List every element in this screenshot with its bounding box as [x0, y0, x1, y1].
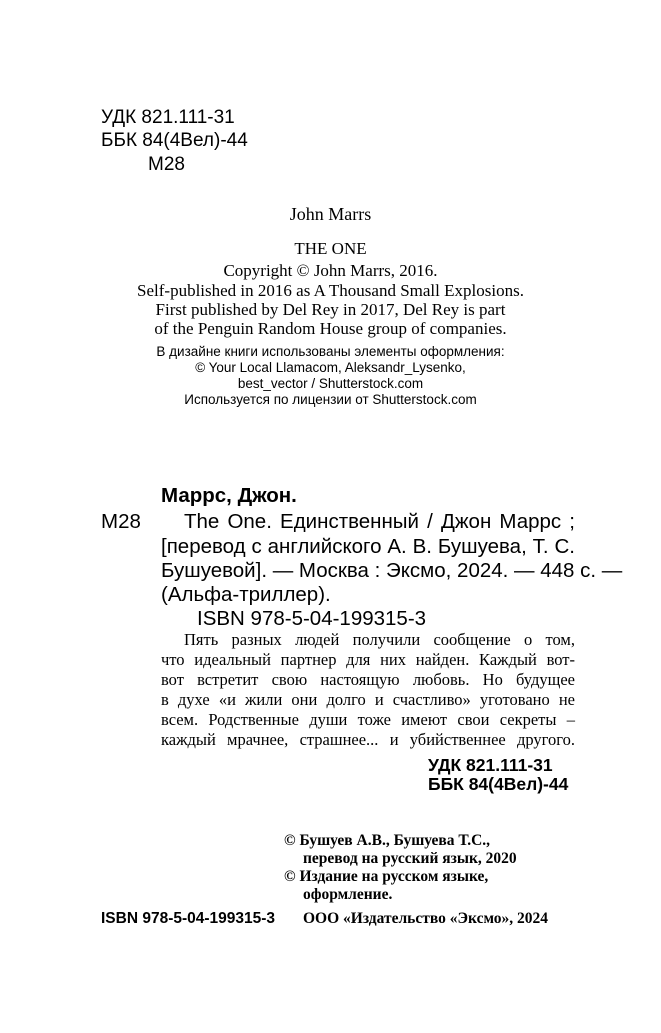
- design-credit-3: best_vector / Shutterstock.com: [237, 376, 424, 391]
- edition-copyright-1: © Издание на русском языке,: [284, 868, 489, 885]
- udk-top: УДК 821.111-31: [101, 107, 235, 128]
- footer-isbn: ISBN 978-5-04-199315-3: [101, 910, 276, 927]
- original-title: THE ONE: [294, 239, 367, 258]
- copyright-line-1: Copyright © John Marrs, 2016.: [223, 261, 438, 280]
- design-credit-2: © Your Local Llamacom, Aleksandr_Lysenko,: [195, 360, 466, 375]
- annotation-line-3: вот встретит свою настоящую любовь. Но будущее: [161, 670, 575, 689]
- annotation-line-4: в духе «и жили они долго и счастливо» уготовано не: [161, 690, 575, 709]
- translators-copyright-1: © Бушуев А.В., Бушуева Т.С.,: [284, 832, 491, 849]
- udk-bottom: УДК 821.111-31: [428, 755, 553, 775]
- card-line-2: [перевод с английского А. В. Бушуева, Т. С.: [161, 535, 575, 558]
- annotation-line-1: Пять разных людей получили сообщение о том,: [184, 630, 575, 649]
- annotation-line-5: всем. Родственные души тоже имеют свои секреты –: [161, 710, 575, 729]
- card-line-1: The One. Единственный / Джон Маррс ;: [184, 510, 575, 533]
- publisher-copyright: ООО «Издательство «Эксмо», 2024: [303, 910, 549, 927]
- original-author: John Marrs: [289, 204, 372, 224]
- annotation-line-6: каждый мрачнее, страшнее... и убийственнее другого.: [161, 730, 575, 749]
- card-line-3: Бушуевой]. — Москва : Эксмо, 2024. — 448 с. —: [161, 559, 623, 582]
- bbk-bottom: ББК 84(4Вел)-44: [428, 774, 569, 794]
- design-credit-1: В дизайне книги использованы элементы оформления:: [156, 344, 505, 359]
- copyright-line-2: Self-published in 2016 as A Thousand Small Explosions.: [137, 281, 524, 300]
- design-credit-4: Используется по лицензии от Shutterstock.com: [184, 392, 477, 407]
- copyright-line-3: First published by Del Rey in 2017, Del Rey is part: [155, 300, 506, 319]
- edition-copyright-2: оформление.: [303, 886, 393, 903]
- copyright-line-4: of the Penguin Random House group of companies.: [154, 319, 507, 338]
- card-isbn: ISBN 978-5-04-199315-3: [197, 607, 427, 630]
- author-mark-top: М28: [148, 154, 185, 175]
- card-line-4: (Альфа-триллер).: [161, 583, 331, 606]
- translators-copyright-2: перевод на русский язык, 2020: [303, 850, 517, 867]
- card-heading: Маррс, Джон.: [161, 484, 297, 507]
- card-author-mark: М28: [101, 510, 141, 533]
- annotation-line-2: что идеальный партнер для них найден. Каждый вот-: [161, 650, 575, 669]
- bbk-top: ББК 84(4Вел)-44: [101, 130, 248, 151]
